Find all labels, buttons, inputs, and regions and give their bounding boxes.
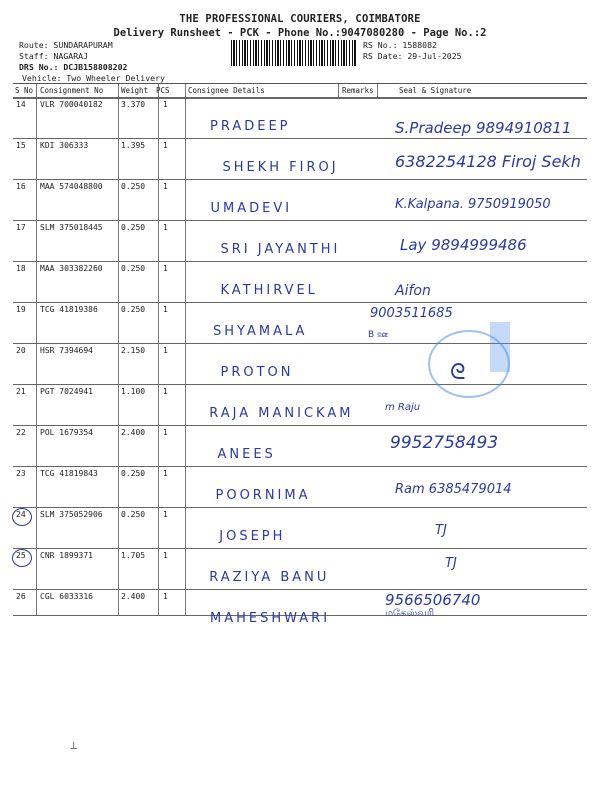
row-signature: Ram 6385479014 [395,482,512,497]
col-consignment: Consignment No [40,86,104,95]
row-sno: 21 [16,387,26,396]
row-signature: Lay 9894999486 [400,236,527,254]
tamil-signature-26: மகேஸ்வரி [385,608,435,619]
row-weight: 1.705 [121,551,146,560]
row-weight: 1.100 [121,387,146,396]
col-signature: Seal & Signature [399,86,472,95]
row-pcs: 1 [163,264,168,273]
row-weight: 2.400 [121,592,146,601]
row-sno: 26 [16,592,26,601]
col-sno: S No [15,86,34,95]
row-consignment-no: CNR 1899371 [40,551,93,560]
row-consignment-no: TCG 41819386 [40,305,98,314]
col-consignee: Consignee Details [188,86,265,95]
row-sno: 24 [16,510,26,519]
row-sno: 19 [16,305,26,314]
circled-mark-24 [12,508,32,526]
col-weight: Weight [121,86,149,95]
scan-mark: ⊥ [70,738,78,752]
row-consignee-name: SHEKH FIROJ [222,160,339,175]
row-consignee-name: ANEES [217,447,276,462]
row-consignee-name: SHYAMALA [213,324,308,339]
row-weight: 1.395 [121,141,146,150]
row-signature: 9566506740 [385,591,481,609]
rs-number: RS No.: 1588082 [363,40,437,50]
row-weight: 0.250 [121,182,146,191]
drs-number: DRS No.: DCJB158808202 [19,62,128,72]
row-consignee-name: RAJA MANICKAM [209,406,354,421]
row-consignee-name: RAZIYA BANU [209,570,330,585]
runsheet-subtitle: Delivery Runsheet - PCK - Phone No.:9047080280 - Page No.:2 [113,27,487,39]
row-weight: 0.250 [121,305,146,314]
row-pcs: 1 [163,510,168,519]
row-pcs: 1 [163,223,168,232]
row-sno: 18 [16,264,26,273]
row-sno: 25 [16,551,26,560]
row-sno: 15 [16,141,26,150]
row-sno: 22 [16,428,26,437]
row-weight: 0.250 [121,264,146,273]
row-consignment-no: KDI 306333 [40,141,89,150]
signature-scribble: ᘓ [450,360,466,385]
col-pcs: PCS [156,86,170,95]
barcode-image [231,40,356,66]
row-consignee-name: PRADEEP [210,119,291,134]
row-consignment-no: SLM 375052906 [40,510,103,519]
row-pcs: 1 [163,592,168,601]
row-sno: 17 [16,223,26,232]
row-pcs: 1 [163,141,168,150]
row-consignee-name: UMADEVI [210,201,293,216]
row-sno: 20 [16,346,26,355]
row-consignee-name: KATHIRVEL [220,283,318,298]
rs-date: RS Date: 29-Jul-2025 [363,51,462,61]
row-weight: 2.400 [121,428,146,437]
row-signature: TJ [435,523,447,538]
row-weight: 3.370 [121,100,146,109]
row-pcs: 1 [163,182,168,191]
row-consignment-no: MAA 303382260 [40,264,103,273]
row-pcs: 1 [163,305,168,314]
row-sno: 14 [16,100,26,109]
row-signature: K.Kalpana. 9750919050 [395,197,551,212]
row-sno: 23 [16,469,26,478]
row-consignment-no: VLR 700040182 [40,100,103,109]
runsheet-title: THE PROFESSIONAL COURIERS, COIMBATORE [179,13,421,25]
row-weight: 0.250 [121,223,146,232]
row-consignment-no: MAA 574048800 [40,182,103,191]
row-signature: S.Pradeep 9894910811 [395,119,572,137]
route-label: Route: SUNDARAPURAM [19,40,113,50]
row-consignee-name: PROTON [220,365,294,380]
row-consignment-no: POL 1679354 [40,428,93,437]
row-weight: 0.250 [121,469,146,478]
row-consignment-no: SLM 375018445 [40,223,103,232]
vehicle-label: Vehicle: Two Wheeler Delivery [22,73,165,83]
row-consignee-name: SRI JAYANTHI [220,242,341,257]
row-pcs: 1 [163,346,168,355]
circled-mark-25 [12,549,32,567]
row-consignment-no: TCG 41819843 [40,469,98,478]
row-pcs: 1 [163,551,168,560]
row-weight: 0.250 [121,510,146,519]
tamil-signature-19: B ஊ [368,330,389,340]
row-weight: 2.150 [121,346,146,355]
row-pcs: 1 [163,387,168,396]
row-signature: 9003511685 [370,306,453,321]
row-consignment-no: CGL 6033316 [40,592,93,601]
row-signature: m Raju [385,402,421,413]
row-consignee-name: MAHESHWARI [210,611,331,626]
row-consignee-name: JOSEPH [219,529,286,544]
row-pcs: 1 [163,428,168,437]
row-signature: 9952758493 [390,433,499,453]
stamp-mark [490,322,510,372]
col-remarks: Remarks [342,86,374,95]
row-signature: TJ [445,556,457,571]
row-consignee-name: POORNIMA [215,488,311,503]
row-pcs: 1 [163,469,168,478]
row-consignment-no: PGT 7024941 [40,387,93,396]
row-pcs: 1 [163,100,168,109]
row-consignment-no: HSR 7394694 [40,346,93,355]
row-signature: Aifon [395,283,431,299]
row-signature: 6382254128 Firoj Sekh [395,152,581,171]
row-sno: 16 [16,182,26,191]
staff-label: Staff: NAGARAJ [19,51,89,61]
